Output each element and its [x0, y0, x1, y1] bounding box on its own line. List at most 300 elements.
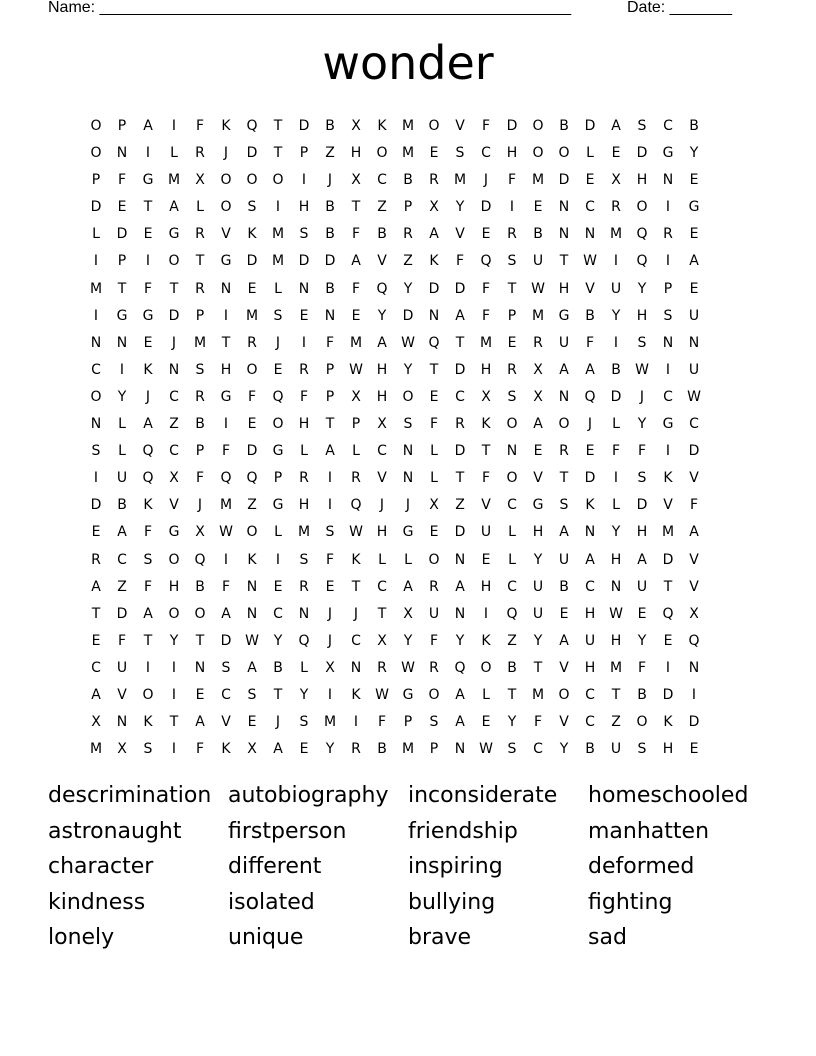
grid-letter: N [688, 334, 700, 351]
grid-letter: E [351, 307, 361, 324]
grid-letter: D [168, 307, 180, 324]
grid-letter: H [298, 497, 310, 514]
grid-letter: J [483, 172, 489, 189]
grid-letter: D [662, 686, 674, 703]
grid-letter: O [428, 118, 440, 134]
grid-letter: K [221, 118, 231, 134]
grid-letter: O [532, 118, 544, 134]
grid-letter: O [168, 551, 180, 568]
grid-letter: T [559, 470, 569, 487]
grid-letter: F [143, 280, 153, 297]
grid-letter: S [403, 416, 413, 433]
grid-letter: N [350, 659, 362, 676]
grid-letter: P [299, 145, 309, 162]
grid-letter: M [609, 659, 623, 676]
grid-letter: G [220, 388, 232, 405]
grid-letter: F [611, 443, 621, 460]
grid-letter: O [246, 172, 258, 189]
grid-letter: I [275, 199, 281, 216]
grid-letter: X [403, 605, 413, 622]
grid-letter: V [689, 578, 699, 595]
grid-letter: I [145, 659, 151, 676]
grid-letter: Y [455, 632, 465, 649]
grid-letter: G [688, 199, 700, 216]
worksheet-header [48, 0, 748, 20]
grid-letter: E [611, 145, 621, 162]
grid-letter: E [507, 334, 517, 351]
grid-letter: Z [507, 632, 517, 649]
grid-letter: H [636, 172, 648, 189]
grid-letter: G [272, 497, 284, 514]
grid-letter: Y [637, 632, 647, 649]
grid-letter: Y [403, 632, 413, 649]
grid-letter: E [429, 145, 439, 162]
grid-letter: B [377, 741, 387, 758]
grid-letter: L [612, 416, 620, 433]
grid-letter: Z [455, 497, 465, 514]
grid-letter: G [272, 443, 284, 460]
grid-letter: M [401, 145, 415, 162]
grid-letter: B [325, 280, 335, 297]
grid-letter: A [455, 578, 465, 595]
grid-letter: G [532, 497, 544, 514]
grid-letter: S [91, 443, 101, 460]
grid-letter: Y [455, 199, 465, 216]
grid-letter: A [559, 361, 569, 378]
grid-letter: L [482, 686, 490, 703]
grid-letter: A [273, 741, 283, 758]
grid-letter: I [613, 253, 619, 270]
grid-letter: T [169, 714, 179, 731]
grid-letter: Q [636, 226, 648, 243]
grid-letter: M [245, 307, 259, 324]
grid-letter: I [93, 470, 99, 487]
grid-letter: F [143, 524, 153, 541]
grid-letter: B [637, 686, 647, 703]
grid-letter: I [665, 361, 671, 378]
grid-letter: W [375, 686, 389, 703]
grid-letter: K [143, 497, 153, 514]
word-list-item: firstperson [228, 818, 347, 844]
grid-letter: B [325, 226, 335, 243]
grid-letter: J [275, 714, 281, 731]
grid-letter: O [90, 388, 102, 405]
grid-letter: H [506, 145, 518, 162]
grid-letter: W [401, 659, 415, 676]
grid-letter: L [274, 280, 282, 297]
grid-letter: I [613, 334, 619, 351]
word-list-item: astronaught [48, 818, 182, 844]
grid-letter: Y [611, 524, 621, 541]
grid-letter: K [663, 714, 673, 731]
grid-letter: H [558, 280, 570, 297]
grid-letter: A [611, 118, 621, 134]
grid-letter: Z [117, 578, 127, 595]
grid-letter: A [585, 361, 595, 378]
grid-letter: C [91, 361, 101, 378]
grid-letter: Y [533, 632, 543, 649]
grid-letter: W [245, 632, 259, 649]
grid-letter: C [663, 118, 673, 134]
grid-letter: T [143, 199, 153, 216]
grid-letter: X [91, 714, 101, 731]
grid-letter: N [688, 659, 700, 676]
grid-letter: E [247, 280, 257, 297]
grid-letter: R [507, 226, 517, 243]
grid-letter: L [300, 443, 308, 460]
grid-letter: B [377, 226, 387, 243]
grid-letter: O [142, 686, 154, 703]
grid-letter: U [584, 632, 596, 649]
grid-letter: T [195, 632, 205, 649]
grid-letter: D [90, 497, 102, 514]
grid-letter: A [195, 714, 205, 731]
grid-letter: O [272, 172, 284, 189]
grid-letter: U [558, 551, 570, 568]
grid-letter: J [171, 334, 177, 351]
grid-letter: O [272, 416, 284, 433]
grid-letter: S [559, 497, 569, 514]
grid-letter: W [583, 253, 597, 270]
grid-letter: Y [117, 388, 127, 405]
grid-letter: J [379, 497, 385, 514]
grid-letter: K [143, 361, 153, 378]
grid-letter: R [377, 659, 387, 676]
grid-letter: V [559, 659, 569, 676]
grid-letter: S [507, 253, 517, 270]
grid-letter: C [507, 578, 517, 595]
grid-letter: S [299, 551, 309, 568]
grid-letter: E [247, 416, 257, 433]
grid-letter: N [662, 172, 674, 189]
grid-letter: U [532, 253, 544, 270]
grid-letter: D [506, 118, 518, 134]
grid-letter: Z [611, 714, 621, 731]
grid-letter: F [351, 226, 361, 243]
grid-letter: D [116, 605, 128, 622]
grid-letter: X [429, 497, 439, 514]
grid-letter: Q [142, 443, 154, 460]
grid-letter: T [481, 443, 491, 460]
grid-letter: F [585, 334, 595, 351]
grid-letter: N [584, 524, 596, 541]
grid-letter: T [559, 253, 569, 270]
grid-letter: I [691, 686, 697, 703]
grid-letter: E [299, 741, 309, 758]
grid-letter: A [429, 226, 439, 243]
grid-letter: A [403, 578, 413, 595]
grid-letter: U [428, 605, 440, 622]
grid-letter: N [90, 416, 102, 433]
grid-letter: C [585, 714, 595, 731]
grid-letter: L [118, 416, 126, 433]
grid-letter: Y [611, 307, 621, 324]
grid-letter: N [454, 741, 466, 758]
grid-letter: I [171, 659, 177, 676]
grid-letter: Q [246, 118, 258, 134]
grid-letter: G [142, 172, 154, 189]
grid-letter: W [687, 388, 701, 405]
grid-letter: X [351, 118, 361, 134]
grid-letter: E [637, 605, 647, 622]
grid-letter: M [271, 226, 285, 243]
grid-letter: Y [169, 632, 179, 649]
grid-letter: K [429, 253, 439, 270]
grid-letter: Z [325, 145, 335, 162]
grid-letter: M [401, 741, 415, 758]
grid-letter: C [169, 388, 179, 405]
grid-letter: D [558, 172, 570, 189]
grid-letter: D [116, 226, 128, 243]
grid-letter: O [246, 524, 258, 541]
grid-letter: F [481, 280, 491, 297]
grid-letter: O [636, 714, 648, 731]
grid-letter: Y [403, 361, 413, 378]
grid-letter: R [559, 443, 569, 460]
grid-letter: A [247, 659, 257, 676]
grid-letter: N [194, 659, 206, 676]
grid-letter: R [351, 470, 361, 487]
grid-letter: T [143, 632, 153, 649]
grid-letter: E [689, 226, 699, 243]
grid-letter: Q [584, 388, 596, 405]
grid-letter: P [117, 253, 127, 270]
grid-letter: I [223, 551, 229, 568]
grid-letter: H [662, 741, 674, 758]
grid-letter: S [455, 145, 465, 162]
grid-letter: F [351, 280, 361, 297]
grid-letter: M [531, 686, 545, 703]
grid-letter: S [637, 470, 647, 487]
grid-letter: R [195, 145, 205, 162]
grid-letter: T [611, 686, 621, 703]
grid-letter: I [93, 253, 99, 270]
grid-letter: F [195, 741, 205, 758]
grid-letter: T [507, 686, 517, 703]
grid-letter: J [275, 334, 281, 351]
grid-letter: Y [533, 551, 543, 568]
word-list-item: kindness [48, 889, 146, 915]
grid-letter: F [143, 578, 153, 595]
word-list-item: fighting [588, 889, 673, 915]
grid-letter: X [611, 172, 621, 189]
grid-letter: K [585, 497, 595, 514]
grid-letter: N [610, 578, 622, 595]
grid-letter: D [246, 443, 258, 460]
grid-letter: W [635, 361, 649, 378]
grid-letter: P [507, 307, 517, 324]
grid-letter: F [533, 714, 543, 731]
grid-letter: B [533, 226, 543, 243]
grid-letter: A [91, 578, 101, 595]
grid-letter: G [168, 524, 180, 541]
grid-letter: V [221, 226, 231, 243]
grid-letter: K [247, 226, 257, 243]
grid-letter: Q [298, 632, 310, 649]
grid-letter: K [377, 118, 387, 134]
grid-letter: E [429, 388, 439, 405]
grid-letter: T [455, 334, 465, 351]
grid-letter: N [454, 605, 466, 622]
grid-letter: L [430, 443, 438, 460]
grid-letter: E [533, 199, 543, 216]
grid-letter: A [559, 632, 569, 649]
grid-letter: J [145, 388, 151, 405]
grid-letter: K [351, 551, 361, 568]
grid-letter: H [480, 578, 492, 595]
grid-letter: I [145, 145, 151, 162]
grid-letter: L [612, 497, 620, 514]
grid-letter: M [479, 334, 493, 351]
grid-letter: Q [272, 388, 284, 405]
word-list-item: inconsiderate [408, 783, 558, 808]
grid-letter: I [327, 686, 333, 703]
grid-letter: A [351, 253, 361, 270]
grid-letter: D [584, 470, 596, 487]
grid-letter: R [299, 578, 309, 595]
grid-letter: T [377, 605, 387, 622]
grid-letter: O [506, 416, 518, 433]
grid-letter: I [223, 416, 229, 433]
grid-letter: O [636, 199, 648, 216]
grid-letter: J [587, 416, 593, 433]
grid-letter: I [301, 334, 307, 351]
grid-letter: R [351, 741, 361, 758]
grid-letter: D [610, 388, 622, 405]
word-list-item: unique [228, 925, 304, 951]
grid-letter: R [299, 361, 309, 378]
grid-letter: Q [220, 470, 232, 487]
grid-letter: C [273, 605, 283, 622]
grid-letter: S [637, 334, 647, 351]
grid-letter: P [325, 388, 335, 405]
grid-letter: E [143, 226, 153, 243]
grid-letter: N [298, 605, 310, 622]
grid-letter: V [221, 714, 231, 731]
grid-letter: G [116, 307, 128, 324]
grid-letter: V [455, 226, 465, 243]
grid-letter: E [481, 226, 491, 243]
grid-letter: T [91, 605, 101, 622]
grid-letter: Q [376, 280, 388, 297]
grid-letter: T [169, 280, 179, 297]
grid-letter: M [401, 118, 415, 134]
grid-letter: A [377, 334, 387, 351]
grid-letter: D [480, 199, 492, 216]
grid-letter: N [506, 443, 518, 460]
grid-letter: E [143, 334, 153, 351]
grid-letter: N [246, 578, 258, 595]
grid-letter: A [533, 416, 543, 433]
grid-letter: H [220, 361, 232, 378]
grid-letter: G [168, 226, 180, 243]
grid-letter: C [689, 416, 699, 433]
grid-letter: V [481, 497, 491, 514]
grid-letter: I [483, 605, 489, 622]
grid-letter: Q [662, 605, 674, 622]
grid-letter: S [143, 741, 153, 758]
grid-letter: V [663, 497, 673, 514]
grid-letter: B [403, 172, 413, 189]
grid-letter: V [117, 686, 127, 703]
grid-letter: G [662, 145, 674, 162]
grid-letter: T [221, 334, 231, 351]
grid-letter: C [585, 578, 595, 595]
grid-letter: J [353, 605, 359, 622]
grid-letter: F [481, 470, 491, 487]
grid-letter: X [689, 605, 699, 622]
grid-letter: J [327, 172, 333, 189]
grid-letter: P [273, 470, 283, 487]
grid-letter: L [430, 470, 438, 487]
grid-letter: D [636, 145, 648, 162]
grid-letter: S [273, 307, 283, 324]
word-list-item: homeschooled [588, 783, 749, 808]
grid-letter: C [455, 388, 465, 405]
grid-letter: W [479, 741, 493, 758]
grid-letter: H [298, 199, 310, 216]
grid-letter: Y [689, 145, 699, 162]
grid-letter: K [221, 741, 231, 758]
grid-letter: I [171, 741, 177, 758]
grid-letter: D [584, 118, 596, 134]
grid-letter: N [168, 361, 180, 378]
grid-letter: D [662, 551, 674, 568]
grid-letter: O [168, 253, 180, 270]
word-list-item: descrimination [48, 783, 212, 808]
grid-letter: N [558, 388, 570, 405]
grid-letter: X [533, 388, 543, 405]
grid-letter: W [609, 605, 623, 622]
grid-letter: H [636, 307, 648, 324]
grid-letter: F [429, 632, 439, 649]
grid-letter: R [455, 416, 465, 433]
grid-letter: S [221, 659, 231, 676]
grid-letter: T [429, 361, 439, 378]
grid-letter: I [353, 714, 359, 731]
grid-letter: Q [142, 470, 154, 487]
grid-letter: O [532, 145, 544, 162]
grid-letter: F [689, 497, 699, 514]
grid-letter: A [455, 686, 465, 703]
grid-letter: F [195, 118, 205, 134]
grid-letter: B [273, 659, 283, 676]
grid-letter: U [610, 741, 622, 758]
grid-letter: K [481, 416, 491, 433]
grid-letter: I [93, 307, 99, 324]
grid-letter: X [117, 741, 127, 758]
grid-letter: M [167, 172, 181, 189]
grid-letter: F [429, 416, 439, 433]
grid-letter: A [455, 307, 465, 324]
grid-letter: A [689, 524, 699, 541]
grid-letter: E [689, 280, 699, 297]
grid-letter: H [350, 145, 362, 162]
grid-letter: D [246, 145, 258, 162]
grid-letter: R [91, 551, 101, 568]
grid-letter: P [403, 714, 413, 731]
grid-letter: T [273, 686, 283, 703]
grid-letter: N [90, 334, 102, 351]
grid-letter: X [481, 388, 491, 405]
grid-letter: E [559, 605, 569, 622]
grid-letter: O [376, 145, 388, 162]
grid-letter: C [221, 686, 231, 703]
grid-letter: Z [247, 497, 257, 514]
grid-letter: L [170, 145, 178, 162]
grid-letter: U [480, 524, 492, 541]
grid-letter: I [119, 361, 125, 378]
